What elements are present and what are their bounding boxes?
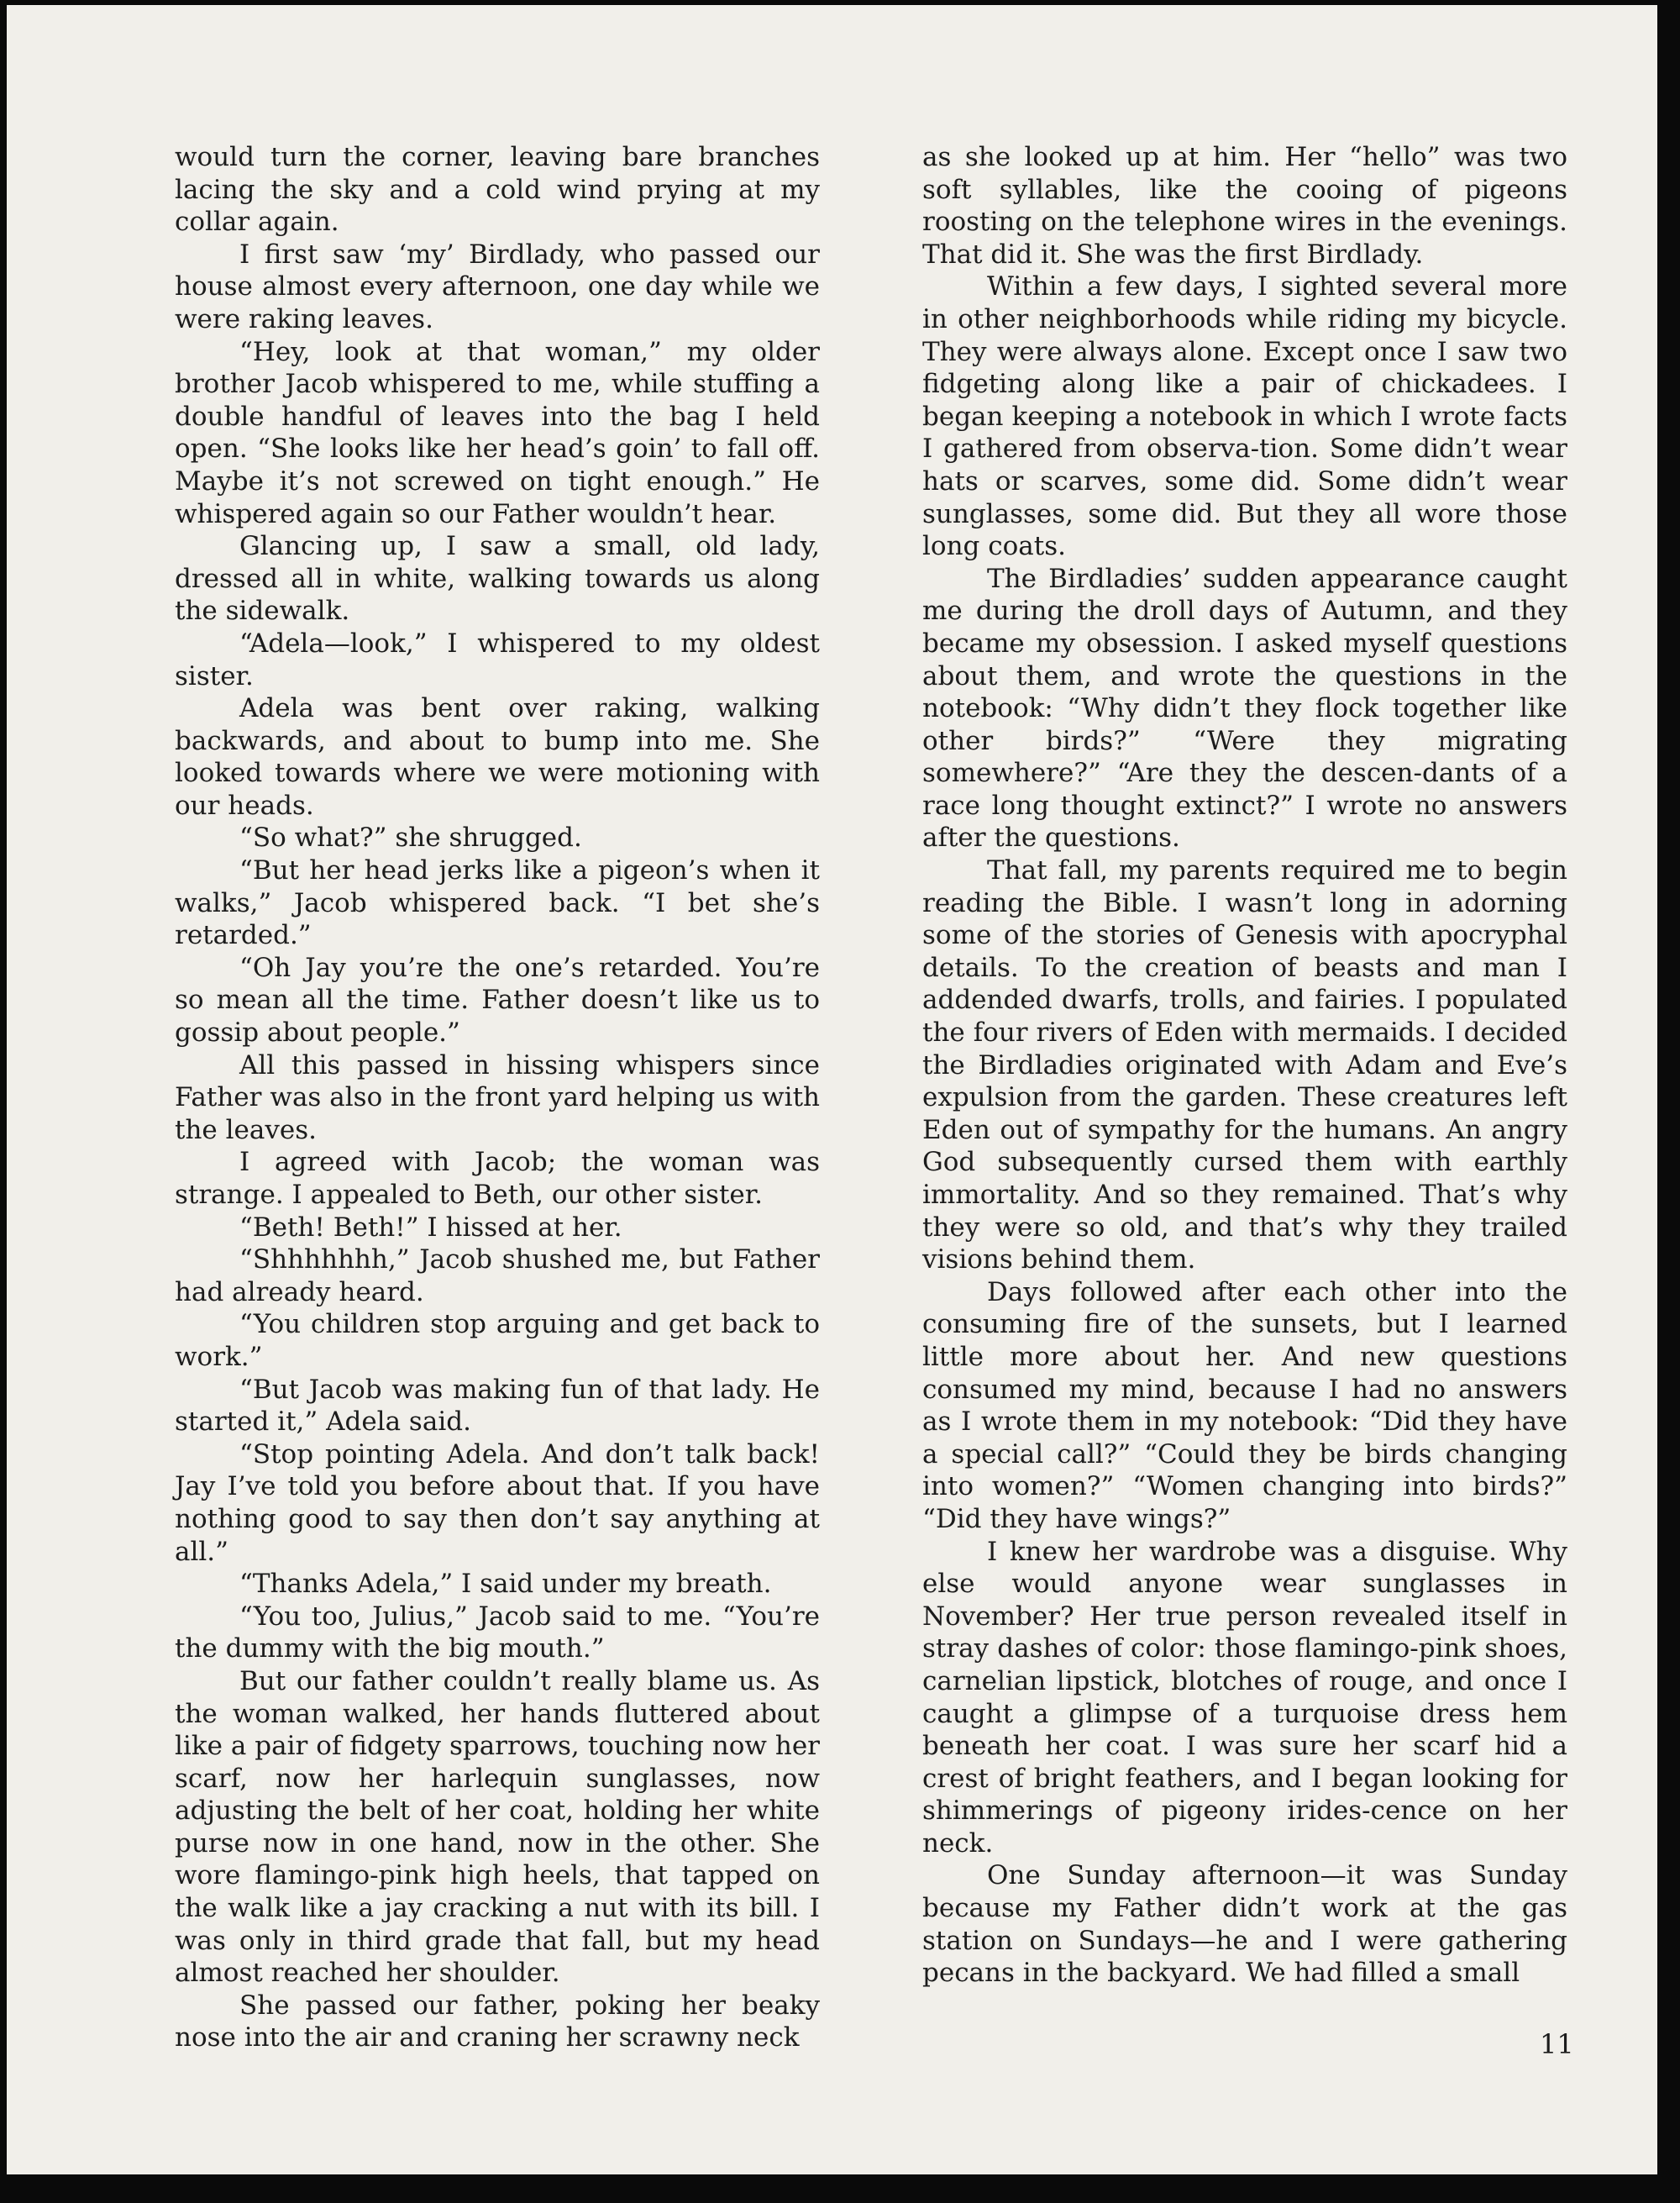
paragraph: “You children stop arguing and get back to work.”	[175, 1309, 820, 1372]
paragraph: “Shhhhhhh,” Jacob shushed me, but Father had already heard.	[175, 1244, 820, 1307]
paragraph: “Thanks Adela,” I said under my breath.	[239, 1569, 772, 1600]
paragraph: “But her head jerks like a pigeon’s when it walks,” Jacob whispered back. “I bet she’s retarded.”	[175, 855, 820, 951]
paragraph: I knew her wardrobe was a disguise. Why else would anyone wear sunglasses in November? Her true person revealed itself in stray dashes of color: those flamingo-pink shoes, carnelian lipstick, blotches of rouge, and once I caught a glimpse of a turquoise dress hem beneath her coat. I was sure her scarf hid a crest of bright feathers, and I began looking for shimmerings of pigeony irides-cence on her neck.	[922, 1536, 1567, 1859]
right-column	[922, 141, 1567, 1990]
paragraph: “But Jacob was making fun of that lady. He started it,” Adela said.	[175, 1374, 820, 1438]
paragraph: But our father couldn’t really blame us. As the woman walked, her hands fluttered about like a pair of fidgety sparrows, touching now her scarf, now her harlequin sunglasses, now adjusting the belt of her coat, holding her white purse now in one hand, now in the other. She wore flamingo-pink high heels, that tapped on the walk like a jay cracking a nut with its bill. I was only in third grade that fall, but my head almost reached her shoulder.	[175, 1665, 820, 1989]
paragraph: “Hey, look at that woman,” my older brother Jacob whispered to me, while stuffing a double handful of leaves into the bag I held open. “She looks like her head’s goin’ to fall off. Maybe it’s not screwed on tight enough.” He whispered again so our Father wouldn’t hear.	[175, 336, 820, 529]
paragraph: She passed our father, poking her beaky nose into the air and craning her scrawny neck	[175, 1990, 820, 2053]
paragraph: All this passed in hissing whispers since Father was also in the front yard helping us with the leaves.	[175, 1049, 820, 1145]
left-column	[175, 141, 820, 2054]
paragraph: I first saw ‘my’ Birdlady, who passed our house almost every afternoon, one day while we were raking leaves.	[175, 239, 820, 334]
paragraph: “So what?” she shrugged.	[239, 823, 582, 854]
paragraph: “Beth! Beth!” I hissed at her.	[239, 1212, 622, 1243]
paragraph: That fall, my parents required me to begin reading the Bible. I wasn’t long in adorning some of the stories of Genesis with apocryphal details. To the creation of beasts and man I addended dwarfs, trolls, and fairies. I populated the four rivers of Eden with mermaids. I decided the Birdladies originated with Adam and Eve’s expulsion from the garden. These creatures left Eden out of sympathy for the humans. An angry God subsequently cursed them with earthly immortality. And so they remained. That’s why they were so old, and that’s why they trailed visions behind them.	[922, 855, 1567, 1275]
paragraph: Glancing up, I saw a small, old lady, dressed all in white, walking towards us along the sidewalk.	[175, 531, 820, 627]
paragraph: The Birdladies’ sudden appearance caught me during the droll days of Autumn, and they became my obsession. I asked myself questions about them, and wrote the questions in the notebook: “Why didn’t they flock together like other birds?” “Were they migrating somewhere?” “Are they the descen-dants of a race long thought extinct?” I wrote no answers after the questions.	[922, 563, 1567, 854]
paragraph: I agreed with Jacob; the woman was strange. I appealed to Beth, our other sister.	[175, 1147, 820, 1210]
paragraph: Adela was bent over raking, walking backwards, and about to bump into me. She looked towards where we were motioning with our heads.	[175, 693, 820, 821]
paragraph: One Sunday afternoon—it was Sunday because my Father didn’t work at the gas station on Sundays—he and I were gathering pecans in the backyard. We had filled a small	[922, 1860, 1567, 1989]
paragraph: “You too, Julius,” Jacob said to me. “You’re the dummy with the big mouth.”	[175, 1601, 820, 1664]
page	[7, 5, 1657, 2174]
paragraph: “Oh Jay you’re the one’s retarded. You’re so mean all the time. Father doesn’t like us to gossip about people.”	[175, 952, 820, 1049]
paragraph: would turn the corner, leaving bare branches lacing the sky and a cold wind prying at my collar again.	[175, 142, 820, 238]
paragraph: “Adela—look,” I whispered to my oldest sister.	[175, 628, 820, 691]
paragraph: as she looked up at him. Her “hello” was two soft syllables, like the cooing of pigeons roosting on the telephone wires in the evenings. That did it. She was the first Birdlady.	[922, 142, 1567, 270]
page-number: 11	[1540, 2028, 1574, 2060]
paragraph: Within a few days, I sighted several more in other neighborhoods while riding my bicycle. They were always alone. Except once I saw two fidgeting along like a pair of chickadees. I began keeping a notebook in which I wrote facts I gathered from observa-tion. Some didn’t wear hats or scarves, some did. Some didn’t wear sunglasses, some did. But they all wore those long coats.	[922, 271, 1567, 562]
paragraph: “Stop pointing Adela. And don’t talk back! Jay I’ve told you before about that. If you have nothing good to say then don’t say anything at all.”	[175, 1438, 820, 1567]
paragraph: Days followed after each other into the consuming fire of the sunsets, but I learned little more about her. And new questions consumed my mind, because I had no answers as I wrote them in my notebook: “Did they have a special call?” “Could they be birds changing into women?” “Women changing into birds?” “Did they have wings?”	[922, 1276, 1567, 1534]
